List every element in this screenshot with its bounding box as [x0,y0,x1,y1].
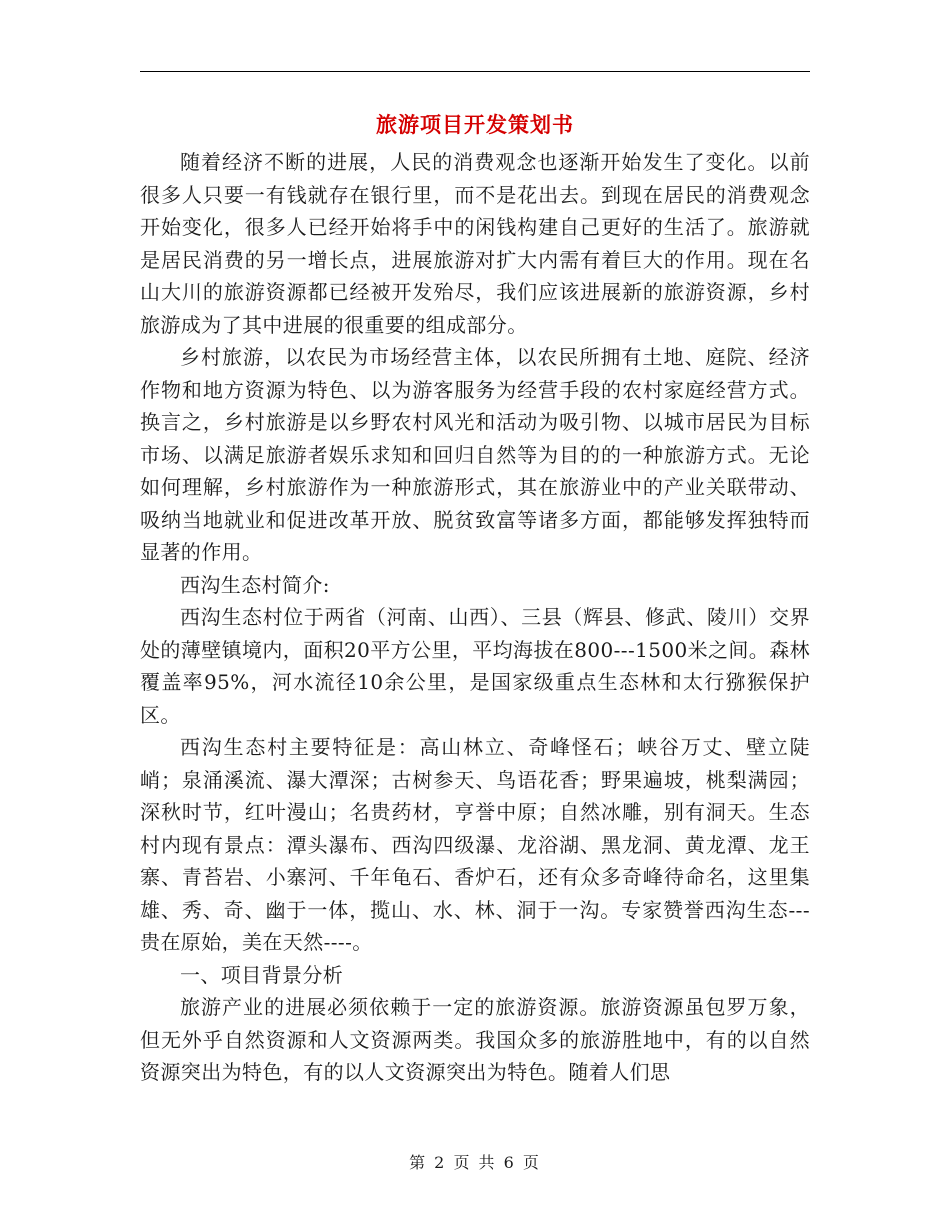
paragraph-rural-tourism: 乡村旅游，以农民为市场经营主体，以农民所拥有土地、庭院、经济作物和地方资源为特色、以为游客服务为经营手段的农村家庭经营方式。换言之，乡村旅游是以乡野农村风光和活动为吸引物、以城市居民为目标市场、以满足旅游者娱乐求知和回归自然等为目的的一种旅游方式。无论如何理解，乡村旅游作为一种旅游形式，其在旅游业中的产业关联带动、吸纳当地就业和促进改革开放、脱贫致富等诸多方面，都能够发挥独特而显著的作用。 [140,345,810,564]
header-rule [140,71,810,72]
page-number: 第 2 页 共 6 页 [409,1153,541,1172]
paragraph-xigou-location: 西沟生态村位于两省（河南、山西）、三县（辉县、修武、陵川）交界处的薄壁镇境内，面积20平方公里，平均海拔在800---1500米之间。森林覆盖率95%，河水流径10余公里，是国家级重点生态林和太行猕猴保护区。 [140,605,810,727]
paragraph-intro: 随着经济不断的进展，人民的消费观念也逐渐开始发生了变化。以前很多人只要一有钱就存在银行里，而不是花出去。到现在居民的消费观念开始变化，很多人已经开始将手中的闲钱构建自己更好的生活了。旅游就是居民消费的另一增长点，进展旅游对扩大内需有着巨大的作用。现在名山大川的旅游资源都已经被开发殆尽，我们应该进展新的旅游资源，乡村旅游成为了其中进展的很重要的组成部分。 [140,150,810,337]
document-body [140,146,810,1089]
paragraph-background: 旅游产业的进展必须依赖于一定的旅游资源。旅游资源虽包罗万象，但无外乎自然资源和人文资源两类。我国众多的旅游胜地中，有的以自然资源突出为特色，有的以人文资源突出为特色。随着人们思 [140,995,810,1084]
paragraph-xigou-features: 西沟生态村主要特征是：高山林立、奇峰怪石；峡谷万丈、壁立陡峭；泉涌溪流、瀑大潭深；古树参天、鸟语花香；野果遍坡，桃梨满园；深秋时节，红叶漫山；名贵药材，亨誉中原；自然冰雕，别有洞天。生态村内现有景点：潭头瀑布、西沟四级瀑、龙浴湖、黑龙洞、黄龙潭、龙王寨、青苔岩、小寨河、千年龟石、香炉石，还有众多奇峰待命名，这里集雄、秀、奇、幽于一体，揽山、水、林、洞于一沟。专家赞誉西沟生态---贵在原始，美在天然----。 [140,735,810,954]
section-heading-background: 一、项目背景分析 [180,962,344,987]
paragraph-xigou-heading: 西沟生态村简介: [180,572,330,597]
document-title: 旅游项目开发策划书 [376,112,574,137]
